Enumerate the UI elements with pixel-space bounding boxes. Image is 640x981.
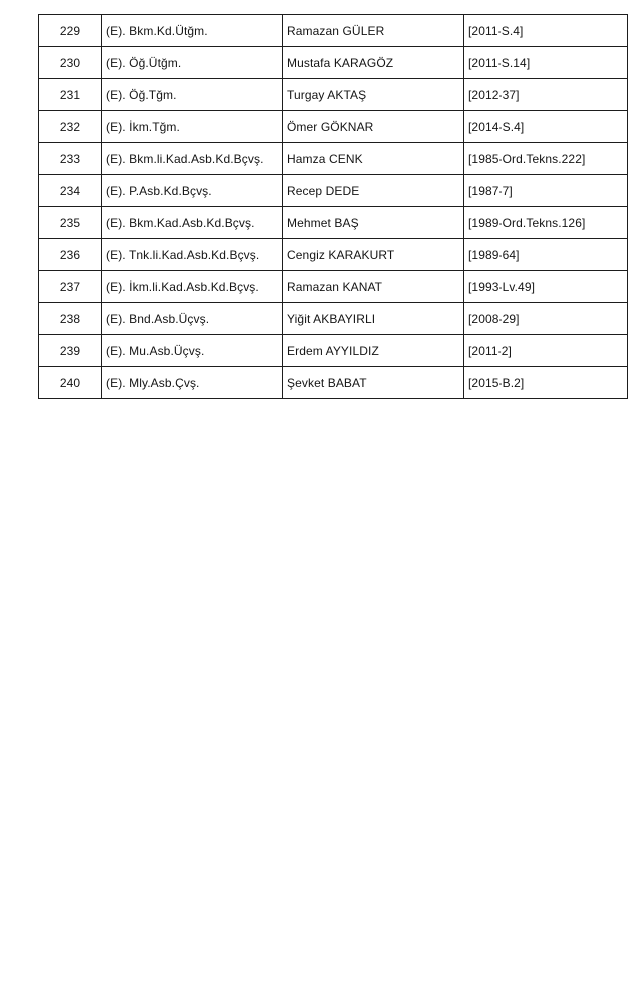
row-reference: [1993-Lv.49] xyxy=(468,279,536,294)
row-name-cell xyxy=(283,47,464,79)
row-name: Mustafa KARAGÖZ xyxy=(287,55,394,70)
table-row xyxy=(39,335,628,367)
row-reference: [2014-S.4] xyxy=(468,119,525,134)
row-reference-cell xyxy=(464,175,628,207)
row-reference-cell xyxy=(464,207,628,239)
row-reference: [2011-S.4] xyxy=(468,23,524,38)
row-reference: [2012-37] xyxy=(468,87,520,102)
row-number: 229 xyxy=(59,23,81,38)
table-row xyxy=(39,15,628,47)
row-rank-cell xyxy=(102,335,283,367)
row-name: Mehmet BAŞ xyxy=(287,215,359,230)
row-reference: [1989-Ord.Tekns.126] xyxy=(468,215,586,230)
row-name: Şevket BABAT xyxy=(287,375,367,390)
row-reference: [1989-64] xyxy=(468,247,520,262)
table-row xyxy=(39,239,628,271)
table-row xyxy=(39,271,628,303)
row-number-cell xyxy=(39,239,102,271)
row-reference-cell xyxy=(464,79,628,111)
table-row xyxy=(39,79,628,111)
row-number-cell xyxy=(39,175,102,207)
row-rank: (E). Öğ.Tğm. xyxy=(106,87,177,102)
row-number: 230 xyxy=(59,55,81,70)
row-rank-cell xyxy=(102,175,283,207)
row-rank: (E). Mly.Asb.Çvş. xyxy=(106,375,200,390)
row-number-cell xyxy=(39,271,102,303)
row-name: Ramazan GÜLER xyxy=(287,23,385,38)
table-row xyxy=(39,207,628,239)
row-number: 231 xyxy=(59,87,81,102)
row-reference: [2011-2] xyxy=(468,343,512,358)
row-reference-cell xyxy=(464,47,628,79)
row-rank-cell xyxy=(102,143,283,175)
row-name-cell xyxy=(283,15,464,47)
row-name: Hamza CENK xyxy=(287,151,363,166)
row-rank: (E). P.Asb.Kd.Bçvş. xyxy=(106,183,212,198)
row-rank-cell xyxy=(102,15,283,47)
row-number: 232 xyxy=(59,119,81,134)
row-rank-cell xyxy=(102,47,283,79)
table-row xyxy=(39,47,628,79)
row-number: 235 xyxy=(59,215,81,230)
row-number-cell xyxy=(39,367,102,399)
row-name-cell xyxy=(283,303,464,335)
table-body xyxy=(39,15,628,399)
row-name-cell xyxy=(283,367,464,399)
table-row xyxy=(39,303,628,335)
row-rank-cell xyxy=(102,207,283,239)
row-reference: [2008-29] xyxy=(468,311,520,326)
row-number-cell xyxy=(39,335,102,367)
row-number: 238 xyxy=(59,311,81,326)
row-rank: (E). Bkm.li.Kad.Asb.Kd.Bçvş. xyxy=(106,151,264,166)
row-name-cell xyxy=(283,79,464,111)
row-name: Yiğit AKBAYIRLI xyxy=(287,311,376,326)
row-rank-cell xyxy=(102,271,283,303)
row-reference-cell xyxy=(464,271,628,303)
row-number: 237 xyxy=(59,279,81,294)
row-rank: (E). İkm.Tğm. xyxy=(106,119,180,134)
row-number: 240 xyxy=(59,375,81,390)
row-number: 233 xyxy=(59,151,81,166)
row-name: Cengiz KARAKURT xyxy=(287,247,395,262)
row-name-cell xyxy=(283,271,464,303)
row-number: 234 xyxy=(59,183,81,198)
table-row xyxy=(39,175,628,207)
row-name-cell xyxy=(283,239,464,271)
row-name: Erdem AYYILDIZ xyxy=(287,343,379,358)
row-rank: (E). Bnd.Asb.Üçvş. xyxy=(106,311,210,326)
row-rank: (E). İkm.li.Kad.Asb.Kd.Bçvş. xyxy=(106,279,259,294)
row-rank-cell xyxy=(102,367,283,399)
row-rank-cell xyxy=(102,303,283,335)
row-name: Ramazan KANAT xyxy=(287,279,383,294)
row-reference-cell xyxy=(464,303,628,335)
row-reference: [1985-Ord.Tekns.222] xyxy=(468,151,586,166)
row-number-cell xyxy=(39,47,102,79)
row-rank: (E). Mu.Asb.Üçvş. xyxy=(106,343,205,358)
row-rank-cell xyxy=(102,79,283,111)
row-reference-cell xyxy=(464,111,628,143)
row-number-cell xyxy=(39,303,102,335)
row-rank: (E). Bkm.Kad.Asb.Kd.Bçvş. xyxy=(106,215,255,230)
row-reference: [1987-7] xyxy=(468,183,513,198)
table-row xyxy=(39,367,628,399)
row-reference-cell xyxy=(464,143,628,175)
row-name-cell xyxy=(283,111,464,143)
row-reference-cell xyxy=(464,335,628,367)
row-rank: (E). Tnk.li.Kad.Asb.Kd.Bçvş. xyxy=(106,247,260,262)
table-row xyxy=(39,143,628,175)
row-number-cell xyxy=(39,111,102,143)
row-number: 236 xyxy=(59,247,81,262)
row-number-cell xyxy=(39,15,102,47)
row-name: Recep DEDE xyxy=(287,183,360,198)
row-rank: (E). Öğ.Ütğm. xyxy=(106,55,182,70)
row-reference-cell xyxy=(464,367,628,399)
row-reference: [2015-B.2] xyxy=(468,375,525,390)
row-name: Turgay AKTAŞ xyxy=(287,87,367,102)
row-number: 239 xyxy=(59,343,81,358)
row-name-cell xyxy=(283,143,464,175)
row-rank-cell xyxy=(102,239,283,271)
row-name-cell xyxy=(283,207,464,239)
row-rank: (E). Bkm.Kd.Ütğm. xyxy=(106,23,208,38)
row-number-cell xyxy=(39,79,102,111)
table-row xyxy=(39,111,628,143)
row-reference-cell xyxy=(464,239,628,271)
row-reference-cell xyxy=(464,15,628,47)
row-rank-cell xyxy=(102,111,283,143)
row-name-cell xyxy=(283,175,464,207)
row-name: Ömer GÖKNAR xyxy=(287,119,374,134)
row-reference: [2011-S.14] xyxy=(468,55,531,70)
personnel-table xyxy=(38,14,628,399)
row-name-cell xyxy=(283,335,464,367)
row-number-cell xyxy=(39,143,102,175)
row-number-cell xyxy=(39,207,102,239)
